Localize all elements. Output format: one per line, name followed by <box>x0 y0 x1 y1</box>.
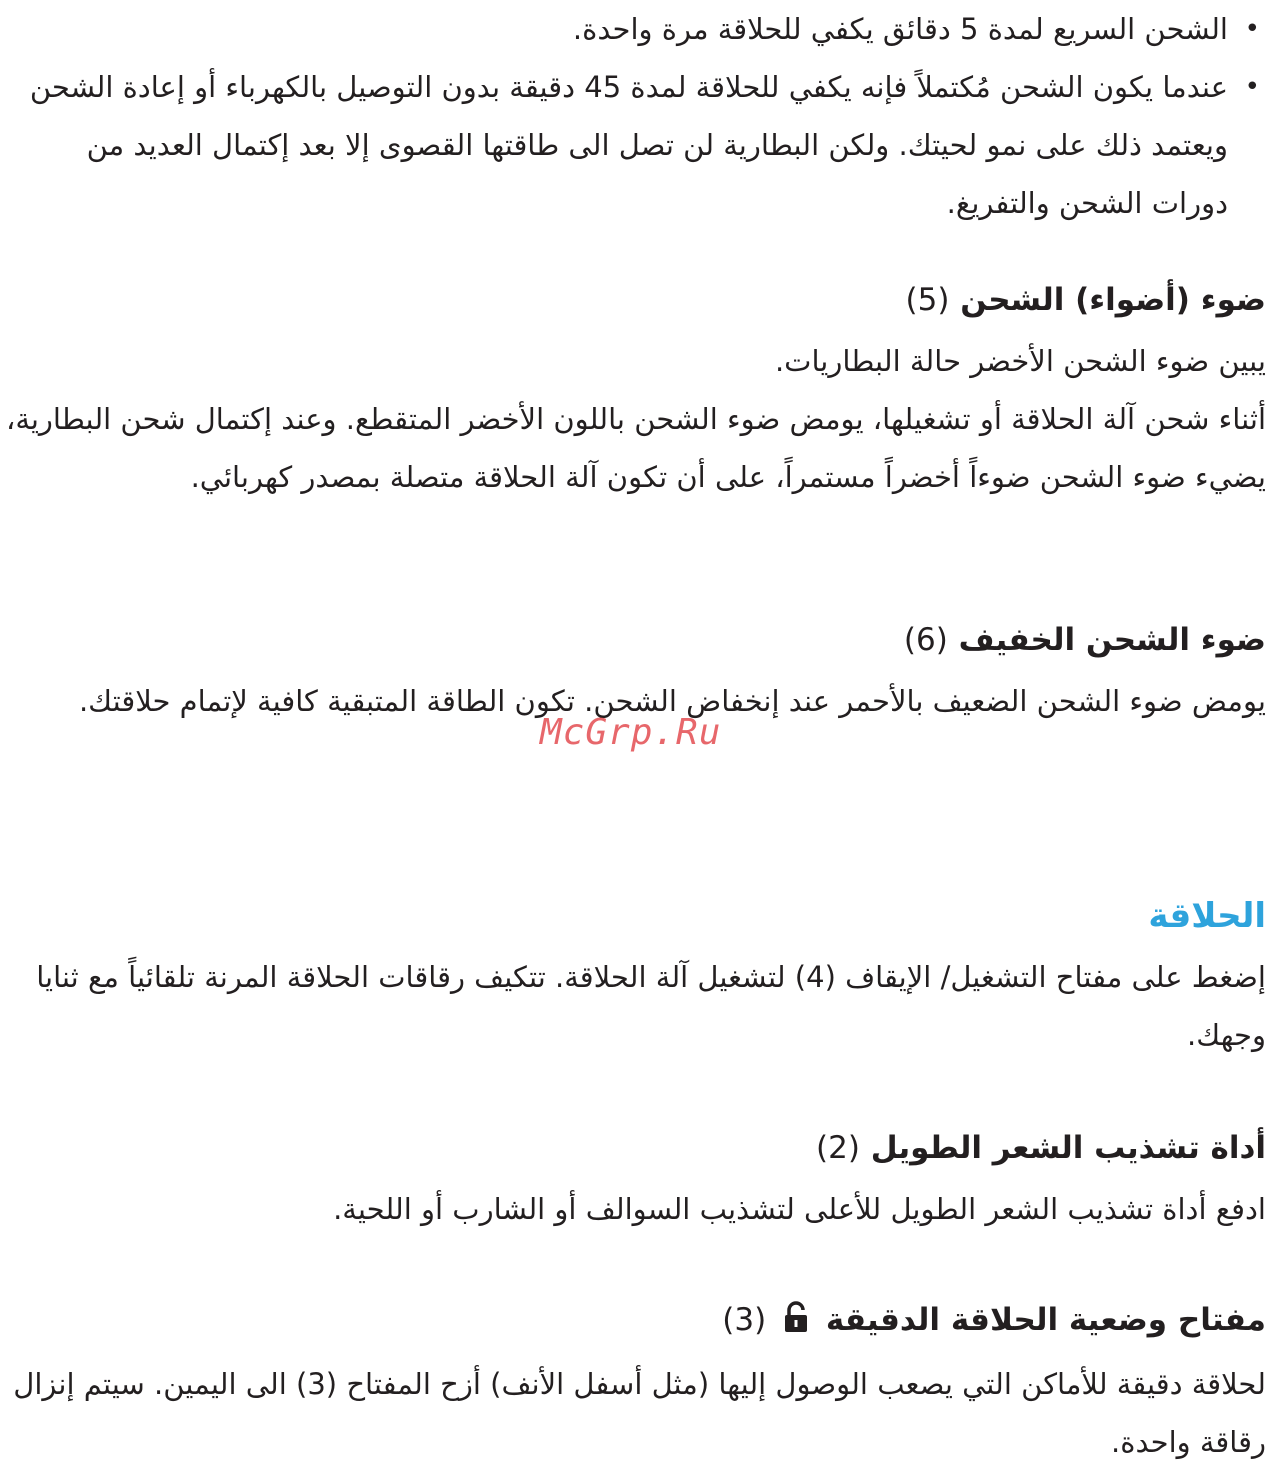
paragraph: إضغط على مفتاح التشغيل/ الإيقاف (4) لتشغيل آلة الحلاقة. تتكيف رقاقات الحلاقة المرنة تلقائياً مع ثنايا وجهك. <box>36 960 1266 1052</box>
paragraph: لحلاقة دقيقة للأماكن التي يصعب الوصول إليها (مثل أسفل الأنف) أزح المفتاح (3) الى اليمين. سيتم إنزال رقاقة واحدة. <box>13 1366 1266 1459</box>
section-shaving <box>2 896 1266 1064</box>
section-long-hair-trimmer <box>2 1128 1266 1238</box>
paragraph: ادفع أداة تشذيب الشعر الطويل للأعلى لتشذيب السوالف أو الشارب أو اللحية. <box>333 1192 1266 1226</box>
watermark: McGrp.Ru <box>540 712 722 753</box>
section-heading <box>2 620 1266 660</box>
section-heading <box>2 1128 1266 1168</box>
bullet-item <box>6 58 1264 232</box>
heading-number: (2) <box>816 1130 860 1166</box>
heading-number: (3) <box>722 1302 767 1338</box>
bullet-item <box>6 0 1264 58</box>
paragraph: يبين ضوء الشحن الأخضر حالة البطاريات. <box>774 344 1266 378</box>
paragraph: أثناء شحن آلة الحلاقة أو تشغيلها، يومض ضوء الشحن باللون الأخضر المتقطع. وعند إكتمال شحن البطارية، يضيء ضوء الشحن ضوءاً أخضراً مستمراً، على أن تكون آلة الحلاقة متصلة بمصدر كهربائي. <box>5 402 1266 494</box>
heading-number: (6) <box>903 622 948 658</box>
heading-title: أداة تشذيب الشعر الطويل <box>870 1130 1266 1166</box>
heading-title: ضوء (أضواء) الشحن <box>960 282 1266 318</box>
section-heading <box>2 280 1266 320</box>
lock-icon <box>783 1301 809 1343</box>
heading-title: الحلاقة <box>1148 896 1266 936</box>
heading-number: (5) <box>905 282 950 318</box>
bullet-dot: • <box>1244 14 1260 44</box>
paragraph: يومض ضوء الشحن الضعيف بالأحمر عند إنخفاض الشحن. تكون الطاقة المتبقية كافية لإتمام حلاقتك. <box>78 684 1266 718</box>
section-heading <box>2 896 1266 936</box>
bullet-text: عندما يكون الشحن مُكتملاً فإنه يكفي للحلاقة لمدة 45 دقيقة بدون التوصيل بالكهرباء أو إعادة الشحن ويعتمد ذلك على نمو لحيتك. ولكن البطارية لن تصل الى طاقتها القصوى إلا بعد إكتمال العديد من دورات الشحن والتفريغ. <box>29 70 1228 220</box>
section-heading <box>2 1300 1266 1343</box>
bullet-list <box>6 0 1264 232</box>
bullet-text: الشحن السريع لمدة 5 دقائق يكفي للحلاقة مرة واحدة. <box>572 12 1228 46</box>
section-charge-light <box>2 280 1266 506</box>
bullet-dot: • <box>1244 72 1260 102</box>
section-precision-switch <box>2 1300 1266 1471</box>
heading-title: ضوء الشحن الخفيف <box>958 622 1266 658</box>
heading-title: مفتاح وضعية الحلاقة الدقيقة <box>825 1302 1266 1338</box>
